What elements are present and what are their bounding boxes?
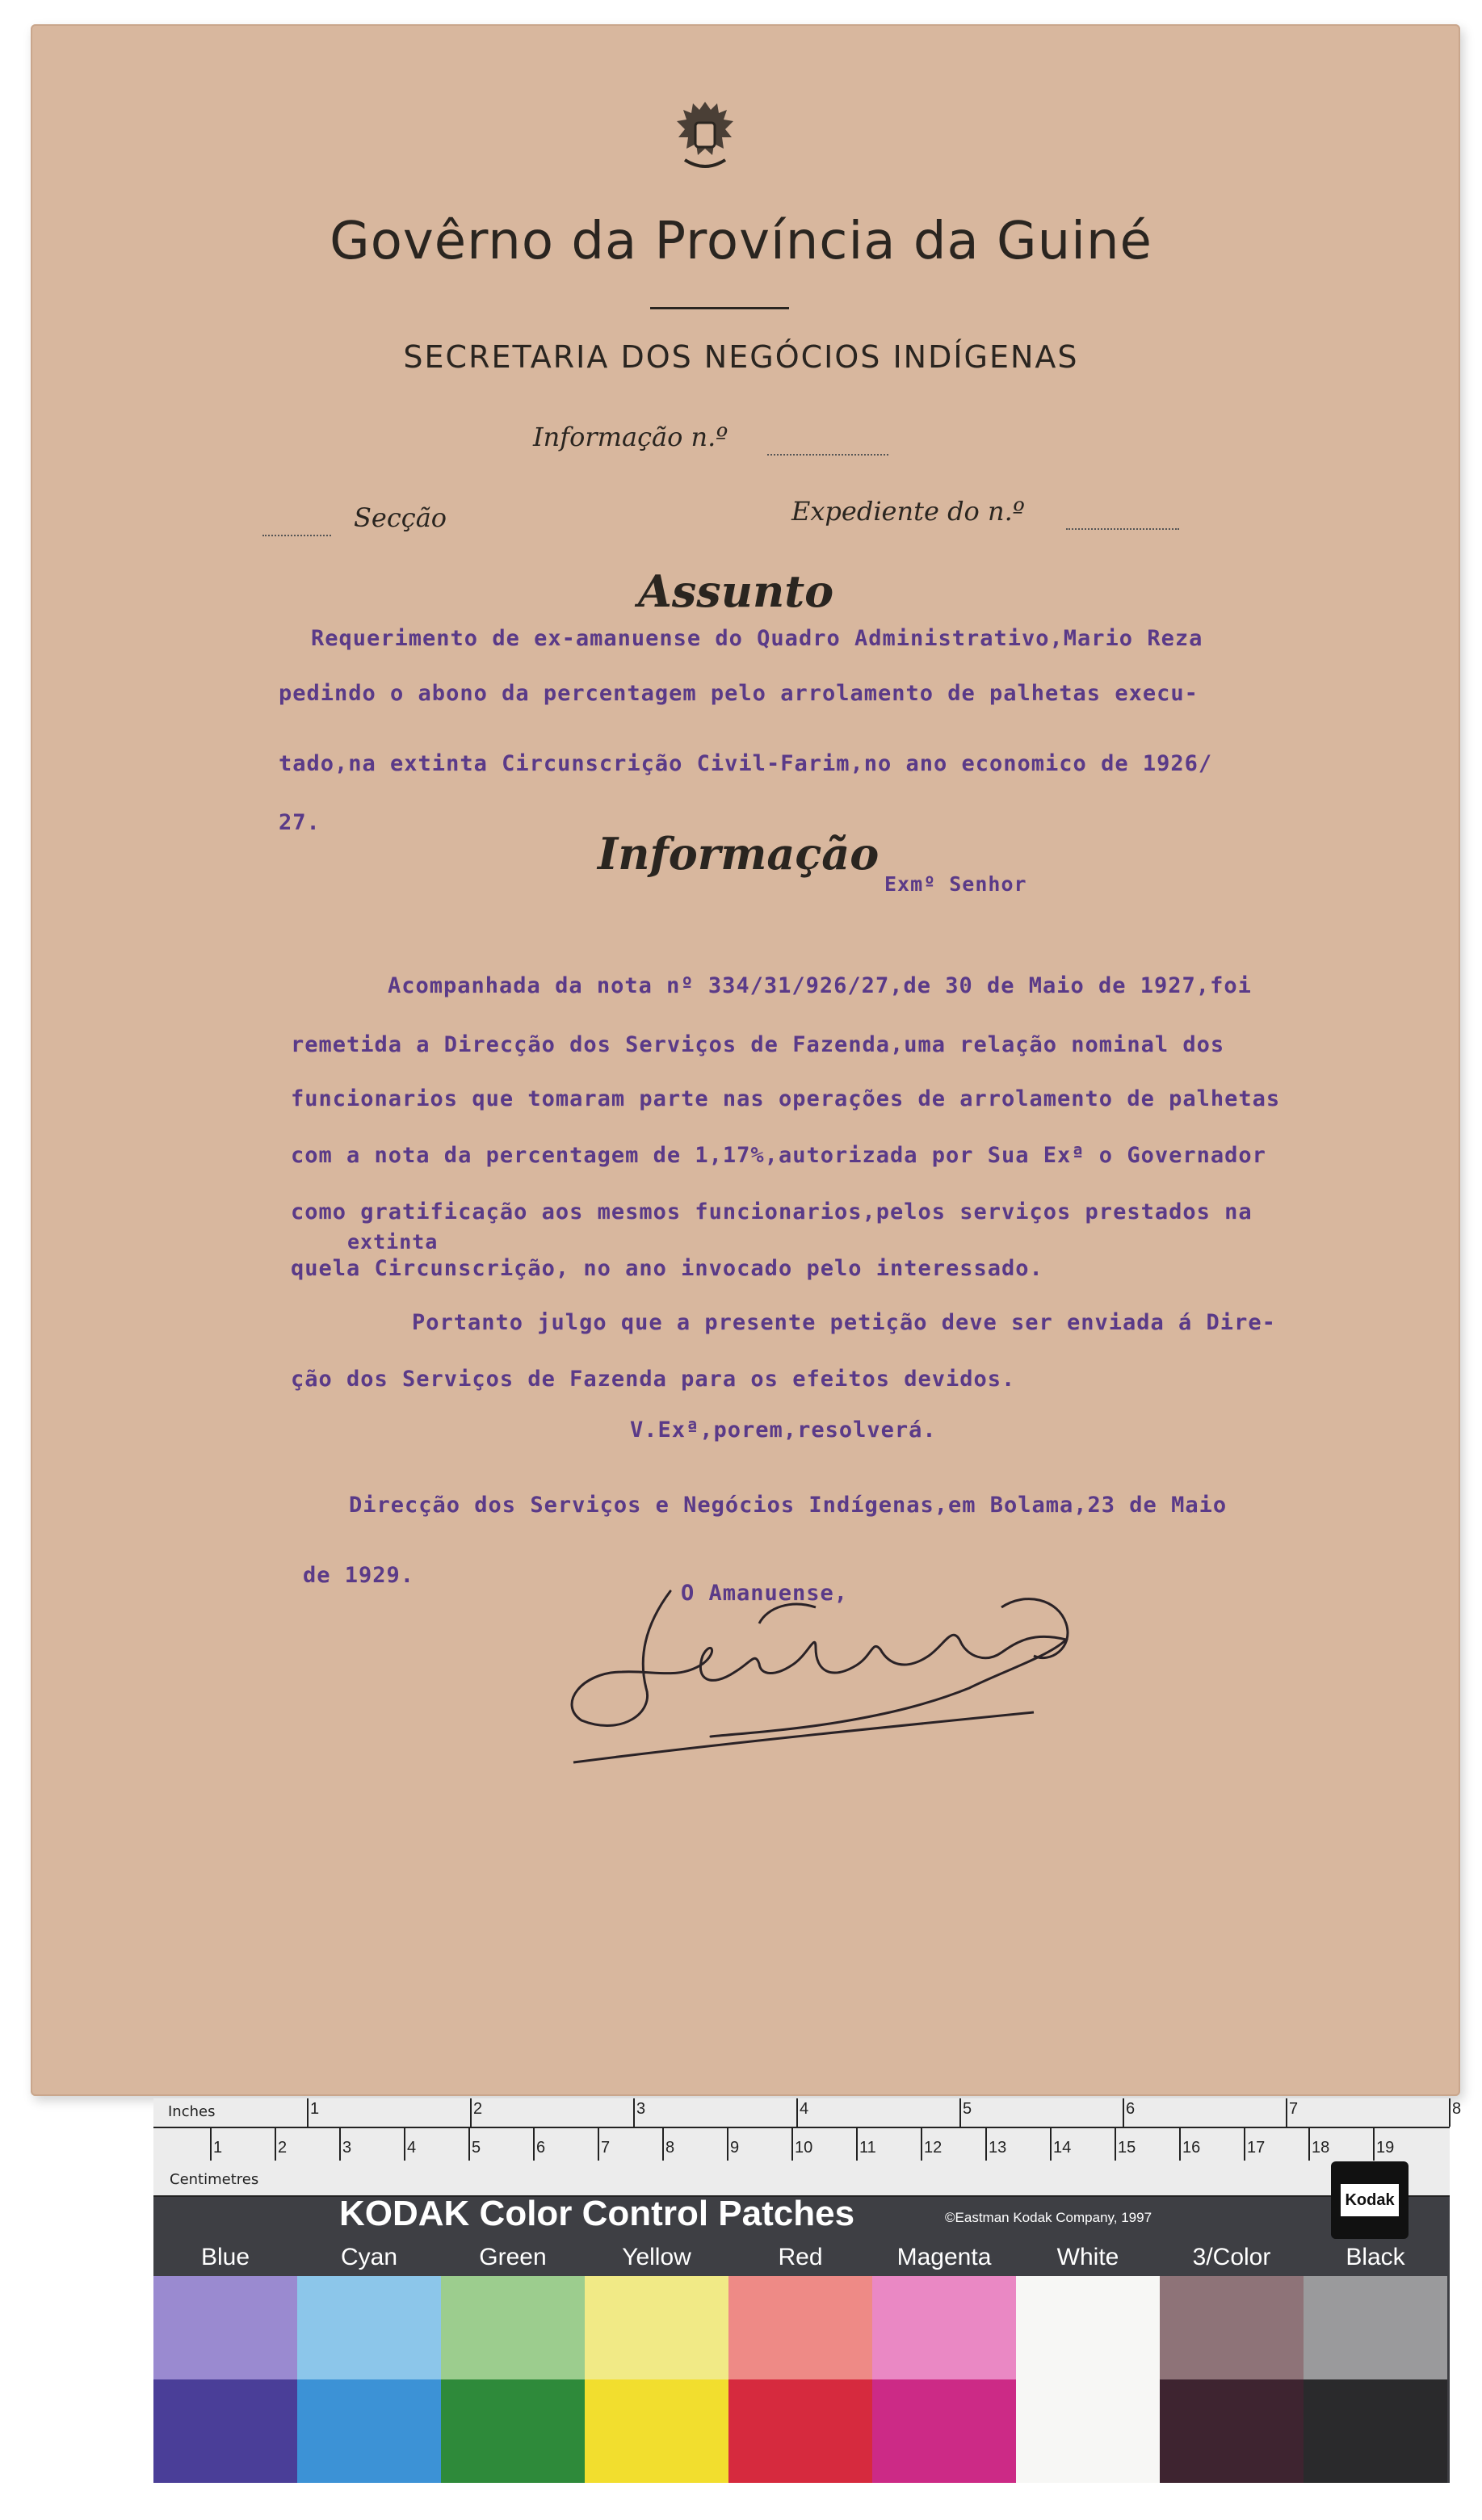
patch-name: Blue	[200, 2244, 250, 2270]
cm-number: 6	[536, 2139, 546, 2157]
cm-tick	[210, 2128, 212, 2161]
information-line: remetida a Direcção dos Serviços de Fazenda,uma relação nominal dos	[291, 1032, 1225, 1057]
inch-number: 5	[963, 2100, 972, 2118]
inch-tick	[1123, 2098, 1124, 2127]
measuring-ruler	[153, 2098, 1462, 2197]
cm-tick	[985, 2128, 987, 2161]
color-patch	[1016, 2276, 1160, 2379]
cm-number: 10	[795, 2139, 813, 2157]
information-line: Portanto julgo que a presente petição deve ser enviada á Dire-	[412, 1310, 1276, 1335]
expediente-blank	[1066, 527, 1179, 530]
kodak-color-target	[153, 2098, 1462, 2483]
cm-number: 9	[730, 2139, 740, 2157]
patch-name: Red	[778, 2244, 823, 2270]
inch-tick	[470, 2098, 472, 2127]
handwritten-signature	[549, 1575, 1131, 1777]
information-line: funcionarios que tomaram parte nas operações de arrolamento de palhetas	[291, 1086, 1281, 1111]
cm-tick	[1050, 2128, 1052, 2161]
coat-of-arms-emblem	[669, 95, 741, 176]
cm-number: 19	[1376, 2139, 1395, 2157]
kodak-logo-text: Kodak	[1341, 2184, 1399, 2216]
cm-tick	[662, 2128, 664, 2161]
patch-name: Black	[1346, 2244, 1405, 2270]
cm-tick	[275, 2128, 276, 2161]
patch-name: 3/Color	[1192, 2244, 1271, 2270]
section-blank	[262, 533, 331, 536]
cm-number: 7	[601, 2139, 611, 2157]
information-line: ção dos Serviços de Fazenda para os efeitos devidos.	[291, 1367, 1016, 1392]
color-patch	[1160, 2379, 1304, 2483]
cm-number: 2	[278, 2139, 288, 2157]
color-patch	[297, 2276, 441, 2379]
cm-tick	[598, 2128, 599, 2161]
color-patch	[1016, 2379, 1160, 2483]
target-copyright: ©Eastman Kodak Company, 1997	[945, 2210, 1152, 2225]
cm-tick	[468, 2128, 470, 2161]
inch-tick	[307, 2098, 309, 2127]
expediente-label: Expediente do n.º	[791, 496, 1025, 527]
cm-tick	[921, 2128, 922, 2161]
target-brand-title: KODAK Color Control Patches	[339, 2194, 855, 2233]
information-line: como gratificação aos mesmos funcionarios,pelos serviços prestados na	[291, 1199, 1253, 1224]
cm-tick	[727, 2128, 728, 2161]
cm-number: 12	[924, 2139, 943, 2157]
color-patch	[728, 2379, 872, 2483]
cm-number: 8	[665, 2139, 675, 2157]
cm-tick	[339, 2128, 341, 2161]
patch-name: White	[1056, 2244, 1119, 2270]
document-title: Govêrno da Província da Guiné	[330, 212, 1152, 271]
section-label: Secção	[354, 502, 447, 533]
cm-tick	[404, 2128, 405, 2161]
salutation: Exmº Senhor	[884, 872, 1027, 896]
cm-tick	[1115, 2128, 1116, 2161]
cm-tick	[856, 2128, 858, 2161]
inch-tick	[1449, 2098, 1451, 2127]
cm-tick	[533, 2128, 535, 2161]
patch-name: Magenta	[896, 2244, 992, 2270]
cm-tick	[1308, 2128, 1310, 2161]
information-heading: Informação	[598, 828, 880, 880]
color-patch	[153, 2276, 297, 2379]
closing-line: Direcção dos Serviços e Negócios Indígenas,em Bolama,23 de Maio	[349, 1493, 1228, 1518]
subject-line: Requerimento de ex-amanuense do Quadro Administrativo,Mario Reza	[311, 626, 1203, 651]
color-patch	[441, 2379, 585, 2483]
inch-number: 4	[800, 2100, 809, 2118]
closing-line: de 1929.	[303, 1563, 415, 1588]
inch-number: 8	[1452, 2100, 1462, 2118]
inch-number: 1	[310, 2100, 320, 2118]
ruler-divider	[153, 2127, 1450, 2128]
title-divider	[650, 307, 789, 309]
inch-number: 7	[1289, 2100, 1299, 2118]
information-line: V.Exª,porem,resolverá.	[630, 1418, 937, 1443]
subject-line: tado,na extinta Circunscrição Civil-Farim,no ano economico de 1926/	[279, 751, 1213, 776]
color-patch	[585, 2379, 728, 2483]
inch-tick	[796, 2098, 798, 2127]
color-patch	[297, 2379, 441, 2483]
inserted-word: extinta	[347, 1230, 439, 1254]
color-patch	[1304, 2379, 1447, 2483]
information-line: quela Circunscrição, no ano invocado pelo interessado.	[291, 1256, 1043, 1281]
inches-label: Inches	[168, 2103, 216, 2120]
cm-number: 16	[1182, 2139, 1201, 2157]
color-patch	[1304, 2276, 1447, 2379]
document-page	[31, 24, 1460, 2096]
subject-heading: Assunto	[638, 565, 834, 617]
info-number-label: Informação n.º	[533, 422, 728, 452]
patch-name: Cyan	[340, 2244, 398, 2270]
info-number-blank	[767, 452, 888, 456]
color-patch	[872, 2379, 1016, 2483]
cm-number: 11	[859, 2139, 876, 2157]
cm-number: 17	[1247, 2139, 1266, 2157]
inch-number: 3	[636, 2100, 646, 2118]
inch-tick	[959, 2098, 961, 2127]
patch-name: Yellow	[622, 2244, 691, 2270]
kodak-logo	[1331, 2161, 1409, 2239]
centimetres-label: Centimetres	[170, 2171, 259, 2188]
subject-line: 27.	[279, 810, 321, 835]
inch-tick	[633, 2098, 635, 2127]
cm-tick	[1179, 2128, 1181, 2161]
cm-number: 15	[1118, 2139, 1136, 2157]
color-patch	[585, 2276, 728, 2379]
cm-tick	[1373, 2128, 1375, 2161]
subject-line: pedindo o abono da percentagem pelo arrolamento de palhetas execu-	[279, 681, 1199, 706]
cm-number: 14	[1053, 2139, 1072, 2157]
color-patch	[153, 2379, 297, 2483]
patch-name: Green	[479, 2244, 547, 2270]
information-line: Acompanhada da nota nº 334/31/926/27,de 30 de Maio de 1927,foi	[388, 973, 1252, 998]
cm-number: 13	[989, 2139, 1007, 2157]
inch-tick	[1286, 2098, 1287, 2127]
color-patch	[441, 2276, 585, 2379]
cm-tick	[1244, 2128, 1245, 2161]
color-patch	[1160, 2276, 1304, 2379]
signer-title: O Amanuense,	[681, 1581, 849, 1606]
information-line: com a nota da percentagem de 1,17%,autorizada por Sua Exª o Governador	[291, 1143, 1266, 1168]
department-name: SECRETARIA DOS NEGÓCIOS INDÍGENAS	[403, 339, 1079, 375]
cm-number: 4	[407, 2139, 417, 2157]
cm-number: 1	[213, 2139, 223, 2157]
cm-number: 3	[342, 2139, 352, 2157]
inch-number: 6	[1126, 2100, 1136, 2118]
cm-number: 18	[1312, 2139, 1330, 2157]
color-patch	[872, 2276, 1016, 2379]
cm-number: 5	[472, 2139, 481, 2157]
cm-tick	[791, 2128, 793, 2161]
inch-number: 2	[473, 2100, 483, 2118]
color-patch	[728, 2276, 872, 2379]
